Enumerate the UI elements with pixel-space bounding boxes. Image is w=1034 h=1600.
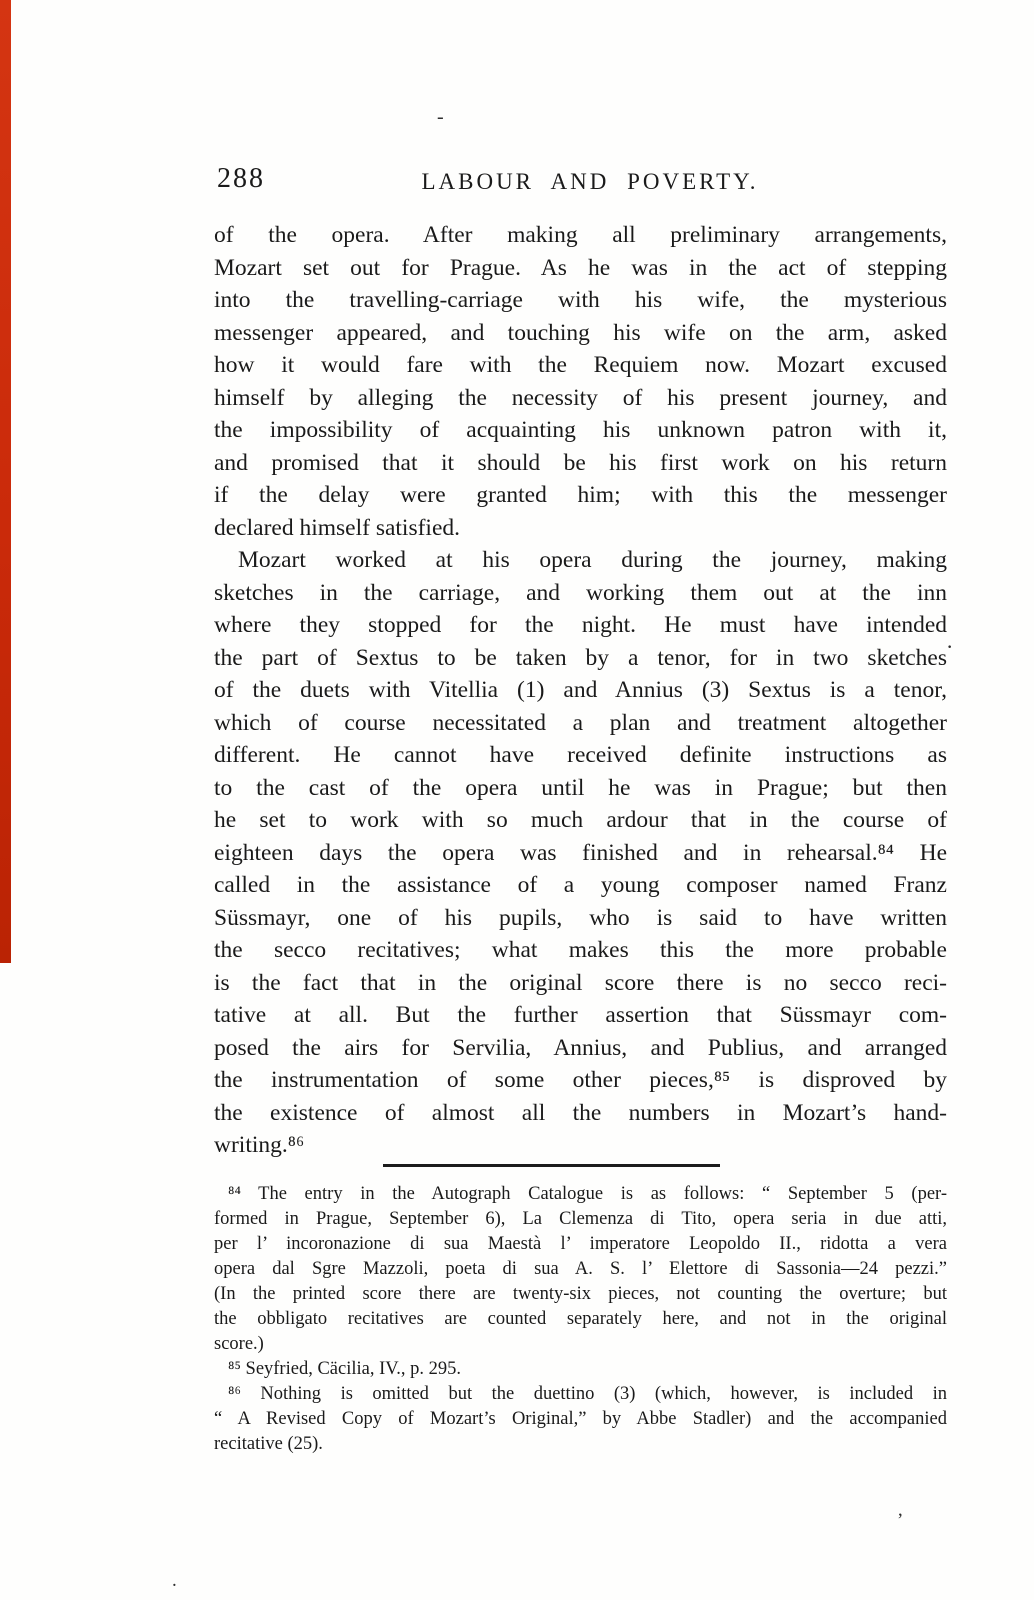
running-header: LABOUR AND POVERTY. [421, 169, 759, 194]
body-line: the existence of almost all the numbers in Mozart’s hand- [214, 1099, 947, 1126]
footnote-line: (In the printed score there are twenty-six pieces, not counting the overture; but [214, 1284, 947, 1304]
body-line: writing.⁸⁶ [214, 1132, 305, 1158]
body-line: Süssmayr, one of his pupils, who is said to have written [214, 904, 947, 931]
footnote-line: formed in Prague, September 6), La Clemenza di Tito, opera seria in due atti, [214, 1209, 947, 1229]
body-line: the instrumentation of some other pieces,⁸⁵ is disproved by [214, 1067, 947, 1093]
body-line: is the fact that in the original score there is no secco reci- [214, 969, 947, 996]
footnote-line: “ A Revised Copy of Mozart’s Original,” by Abbe Stadler) and the accompanied [214, 1409, 947, 1429]
body-text [214, 219, 947, 1162]
footnote-line: per l’ incoronazione di sua Maestà l’ imperatore Leopoldo II., ridotta a vera [214, 1234, 947, 1254]
body-line: himself by alleging the necessity of his present journey, and [214, 384, 947, 411]
scan-edge-red-stripe [0, 0, 11, 963]
footnote-line: score.) [214, 1334, 264, 1354]
body-line: Mozart worked at his opera during the journey, making [238, 547, 947, 573]
scan-artifact-mark: - [437, 106, 444, 128]
footnote-line: ⁸⁴ The entry in the Autograph Catalogue is as follows: “ September 5 (per- [228, 1184, 947, 1204]
footnote-line: the obbligato recitatives are counted separately here, and not in the original [214, 1309, 947, 1329]
body-line: where they stopped for the night. He must have intended [214, 612, 947, 638]
footnote-line: ⁸⁵ Seyfried, Cäcilia, IV., p. 295. [228, 1359, 461, 1379]
footnotes [214, 1182, 947, 1457]
page-number: 288 [217, 163, 265, 194]
body-line: called in the assistance of a young composer named Franz [214, 872, 947, 898]
body-line: he set to work with so much ardour that in the course of [214, 807, 947, 833]
body-line: the part of Sextus to be taken by a tenor, for in two sketches [214, 644, 947, 671]
footnote-line: opera dal Sgre Mazzoli, poeta di sua A. S. l’ Elettore di Sassonia—24 pezzi.” [214, 1259, 947, 1279]
footnote-line: recitative (25). [214, 1434, 323, 1454]
body-line: and promised that it should be his first work on his return [214, 449, 947, 476]
footnote-separator-rule [383, 1164, 720, 1167]
body-line: if the delay were granted him; with this the messenger [214, 482, 947, 508]
body-line: the secco recitatives; what makes this the more probable [214, 937, 947, 963]
body-line: sketches in the carriage, and working them out at the inn [214, 579, 947, 606]
body-line: which of course necessitated a plan and treatment altogether [214, 709, 947, 736]
scan-artifact-mark: . [172, 1570, 177, 1591]
body-line: of the opera. After making all preliminary arrangements, [214, 222, 947, 248]
body-line: posed the airs for Servilia, Annius, and Publius, and arranged [214, 1034, 947, 1061]
body-line: different. He cannot have received definite instructions as [214, 742, 947, 768]
footnote-line: ⁸⁶ Nothing is omitted but the duettino (3) (which, however, is included in [228, 1384, 947, 1404]
body-line: of the duets with Vitellia (1) and Annius (3) Sextus is a tenor, [214, 677, 947, 703]
body-line: into the travelling-carriage with his wife, the mysterious [214, 287, 947, 313]
body-line: Mozart set out for Prague. As he was in the act of stepping [214, 254, 947, 281]
body-line: tative at all. But the further assertion that Süssmayr com- [214, 1002, 947, 1028]
body-line: eighteen days the opera was finished and in rehearsal.⁸⁴ He [214, 839, 947, 866]
body-line: declared himself satisfied. [214, 514, 461, 541]
scan-artifact-mark: ’ [897, 1510, 904, 1531]
body-line: to the cast of the opera until he was in Prague; but then [214, 774, 947, 801]
body-line: the impossibility of acquainting his unknown patron with it, [214, 417, 947, 443]
scan-artifact-mark: · [946, 634, 954, 659]
body-line: how it would fare with the Requiem now. Mozart excused [214, 352, 947, 378]
body-line: messenger appeared, and touching his wife on the arm, asked [214, 319, 947, 346]
